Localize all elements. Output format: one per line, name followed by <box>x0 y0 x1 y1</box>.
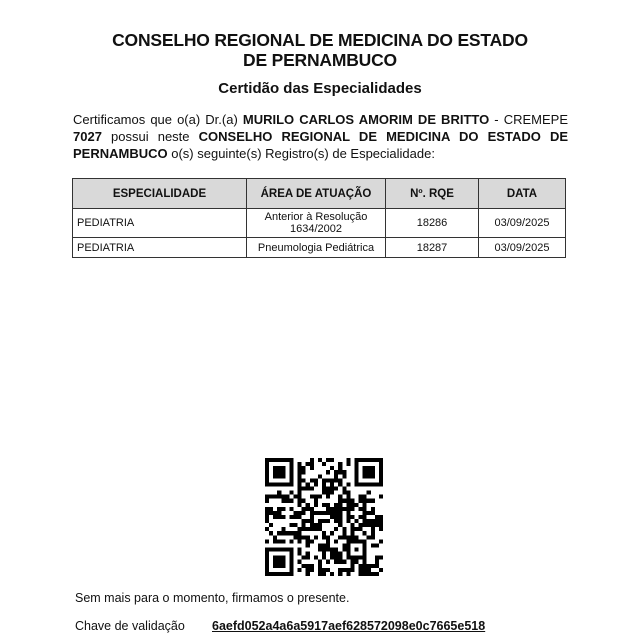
validation-key-link[interactable]: 6aefd052a4a6a5917aef628572098e0c7665e518 <box>212 619 486 633</box>
intro-paragraph <box>73 111 568 162</box>
header-rqe: Nº. RQE <box>386 179 479 209</box>
title-line-1: CONSELHO REGIONAL DE MEDICINA DO ESTADO <box>112 30 528 50</box>
table-row <box>73 209 566 238</box>
cell-data: 03/09/2025 <box>479 238 566 258</box>
qr-code-icon <box>265 458 383 576</box>
cell-especialidade: PEDIATRIA <box>73 209 247 238</box>
table-row <box>73 238 566 258</box>
document-title <box>0 30 640 70</box>
document-subtitle: Certidão das Especialidades <box>218 80 422 97</box>
council-name: CONSELHO REGIONAL DE MEDICINA DO ESTADO DE PERNAMBUCO <box>73 129 569 161</box>
cell-especialidade: PEDIATRIA <box>73 238 247 258</box>
doctor-name: MURILO CARLOS AMORIM DE BRITTO <box>242 112 490 127</box>
specialties-table <box>72 178 566 258</box>
header-area: ÁREA DE ATUAÇÃO <box>247 179 386 209</box>
cell-data: 03/09/2025 <box>479 209 566 238</box>
cell-area: Anterior à Resolução 1634/2002 <box>247 209 386 238</box>
cell-area: Pneumologia Pediátrica <box>247 238 386 258</box>
intro-text-2: - CREMEPE <box>489 112 568 127</box>
intro-text-3: possui neste <box>101 129 199 144</box>
header-data: DATA <box>479 179 566 209</box>
intro-text-4: o(s) seguinte(s) Registro(s) de Especialidade: <box>167 146 435 161</box>
header-especialidade: ESPECIALIDADE <box>73 179 247 209</box>
cell-rqe: 18286 <box>386 209 479 238</box>
closing-text: Sem mais para o momento, firmamos o presente. <box>75 591 350 605</box>
intro-text-1: Certificamos que o(a) Dr.(a) <box>73 112 243 127</box>
crm-number: 7027 <box>73 129 102 144</box>
cell-rqe: 18287 <box>386 238 479 258</box>
table-header-row <box>73 179 566 209</box>
validation-key-label: Chave de validação <box>75 619 185 633</box>
title-line-2: DE PERNAMBUCO <box>243 50 397 70</box>
